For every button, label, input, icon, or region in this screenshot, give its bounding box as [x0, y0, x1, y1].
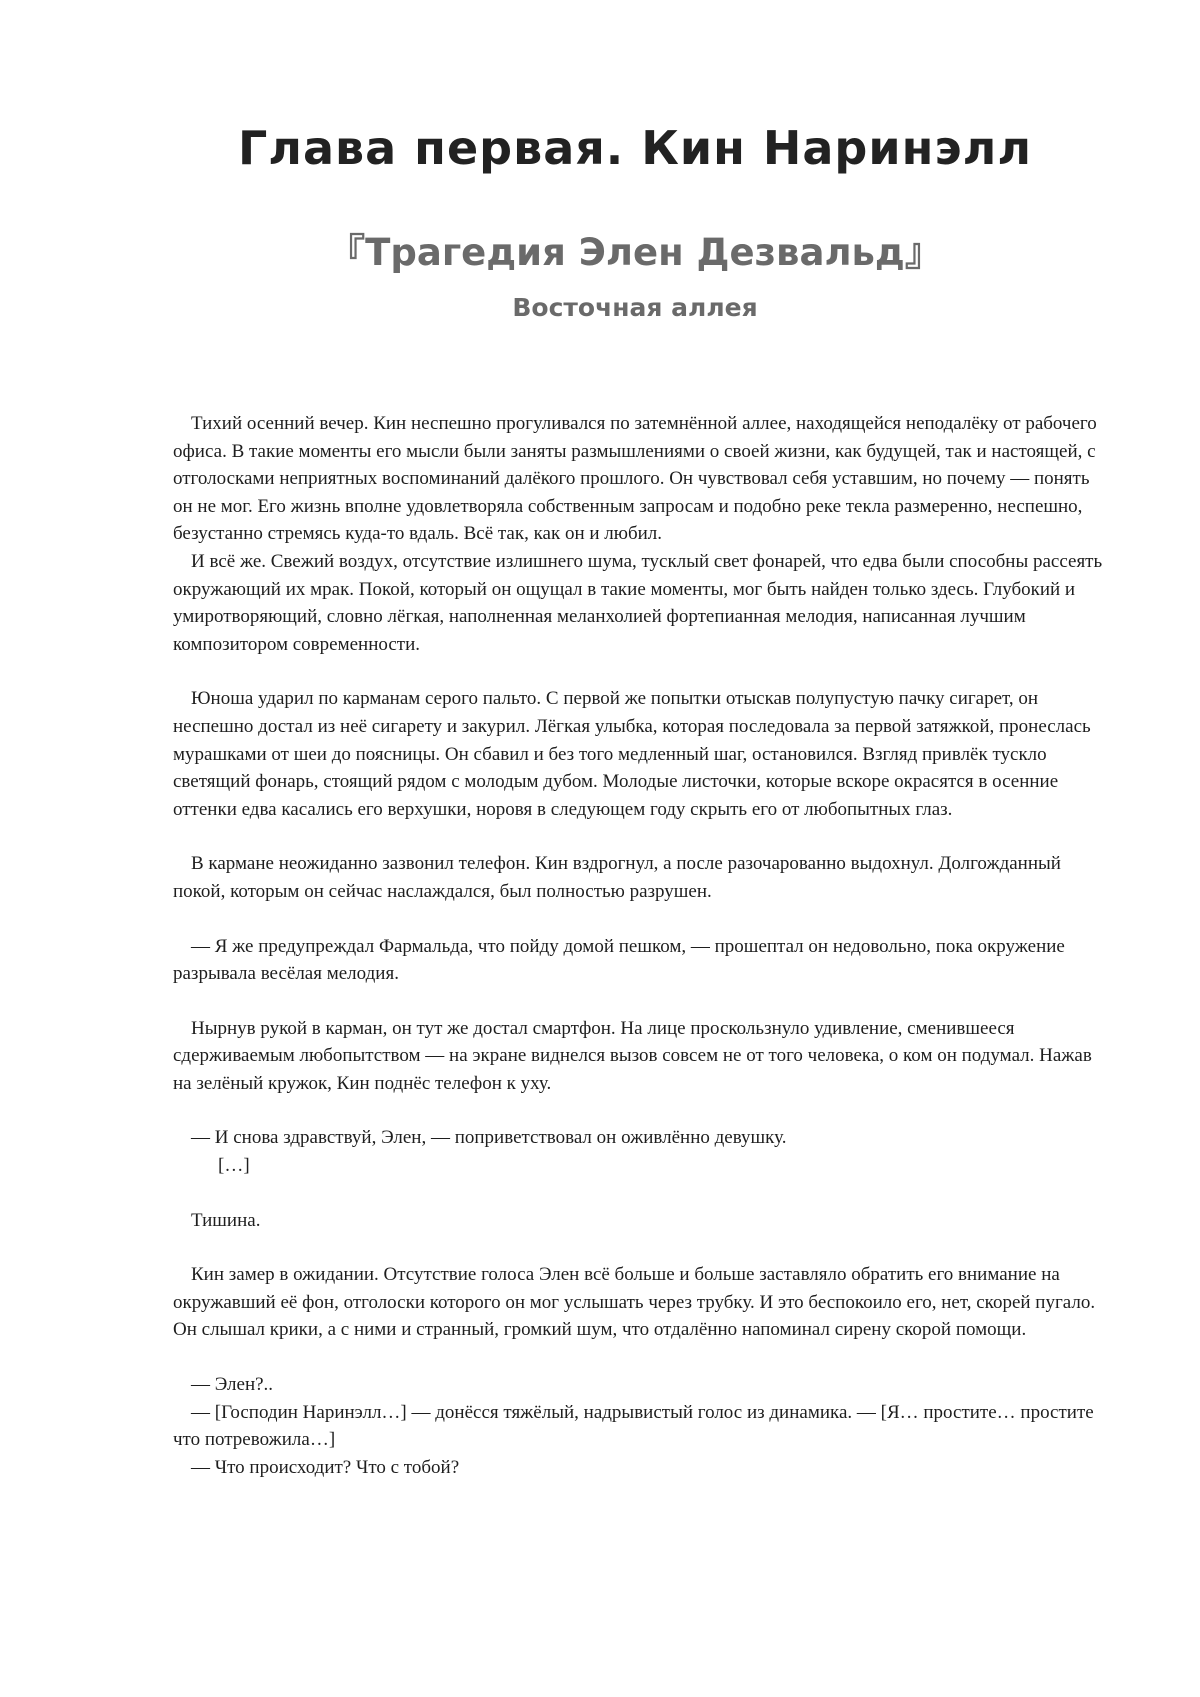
- dialogue-line: — И снова здравствуй, Элен, — поприветствовал он оживлённо девушку.: [191, 1127, 787, 1149]
- section-title: Восточная аллея: [512, 293, 758, 322]
- paragraph: Нырнув рукой в карман, он тут же достал смартфон. На лице проскользнуло удивление, сменившееся сдерживаемым любопытством — на экране виднелся вызов совсем не от того человека, о ком он подумал. Нажав на зелёный кружок, Кин поднёс телефон к уху.: [173, 1017, 1092, 1094]
- paragraph: Кин замер в ожидании. Отсутствие голоса Элен всё больше и больше заставляло обратить его внимание на окружавший её фон, отголоски которого он мог услышать через трубку. И это беспокоило его, нет, скорей пугало. Он слышал крики, а с ними и странный, громкий шум, что отдалённо напоминал сирену скорой помощи.: [173, 1264, 1096, 1341]
- dialogue-line: — [Господин Наринэлл…] — донёсся тяжёлый, надрывистый голос из динамика. — [Я… простите… простите что потревожила…]: [173, 1401, 1094, 1451]
- paragraph: И всё же. Свежий воздух, отсутствие излишнего шума, тусклый свет фонарей, что едва были способны рассеять окружающий их мрак. Покой, который он ощущал в такие моменты, мог быть найден только здесь. Глубокий и умиротворяющий, словно лёгкая, наполненная меланхолией фортепианная мелодия, написанная лучшим композитором современности.: [173, 550, 1103, 655]
- paragraph: Юноша ударил по карманам серого пальто. С первой же попытки отыскав полупустую пачку сигарет, он неспешно достал из неё сигарету и закурил. Лёгкая улыбка, которая последовала за первой затяжкой, пронеслась мурашками от шеи до поясницы. Он сбавил и без того медленный шаг, остановился. Взгляд привлёк тускло светящий фонарь, стоящий рядом с молодым дубом. Молодые листочки, которые вскоре окрасятся в осенние оттенки едва касались его верхушки, норовя в следующем году скрыть его от любопытных глаз.: [173, 688, 1091, 820]
- paragraph: В кармане неожиданно зазвонил телефон. Кин вздрогнул, а после разочарованно выдохнул. Долгожданный покой, которым он сейчас наслаждался, был полностью разрушен.: [173, 853, 1061, 902]
- dialogue-line: — Что происходит? Что с тобой?: [191, 1456, 460, 1478]
- dialogue-line: — Элен?..: [191, 1374, 274, 1396]
- chapter-body: [173, 410, 1108, 1481]
- paragraph: Тишина.: [191, 1209, 261, 1231]
- dialogue-ellipsis: […]: [218, 1155, 250, 1177]
- book-title: 『Трагедия Элен Дезвальд』: [328, 231, 942, 274]
- dialogue-line: — Я же предупреждал Фармальда, что пойду домой пешком, — прошептал он недовольно, пока окружение разрывала весёлая мелодия.: [173, 935, 1065, 985]
- paragraph: Тихий осенний вечер. Кин неспешно прогуливался по затемнённой аллее, находящейся неподалёку от рабочего офиса. В такие моменты его мысли были заняты размышлениями о своей жизни, как будущей, так и настоящей, с отголосками неприятных воспоминаний далёкого прошлого. Он чувствовал себя уставшим, но почему — понять он не мог. Его жизнь вполне удовлетворяла собственным запросам и подобно реке текла размеренно, неспешно, безустанно стремясь куда-то вдаль. Всё так, как он и любил.: [173, 413, 1097, 545]
- chapter-title: Глава первая. Кин Наринэлл: [237, 121, 1033, 175]
